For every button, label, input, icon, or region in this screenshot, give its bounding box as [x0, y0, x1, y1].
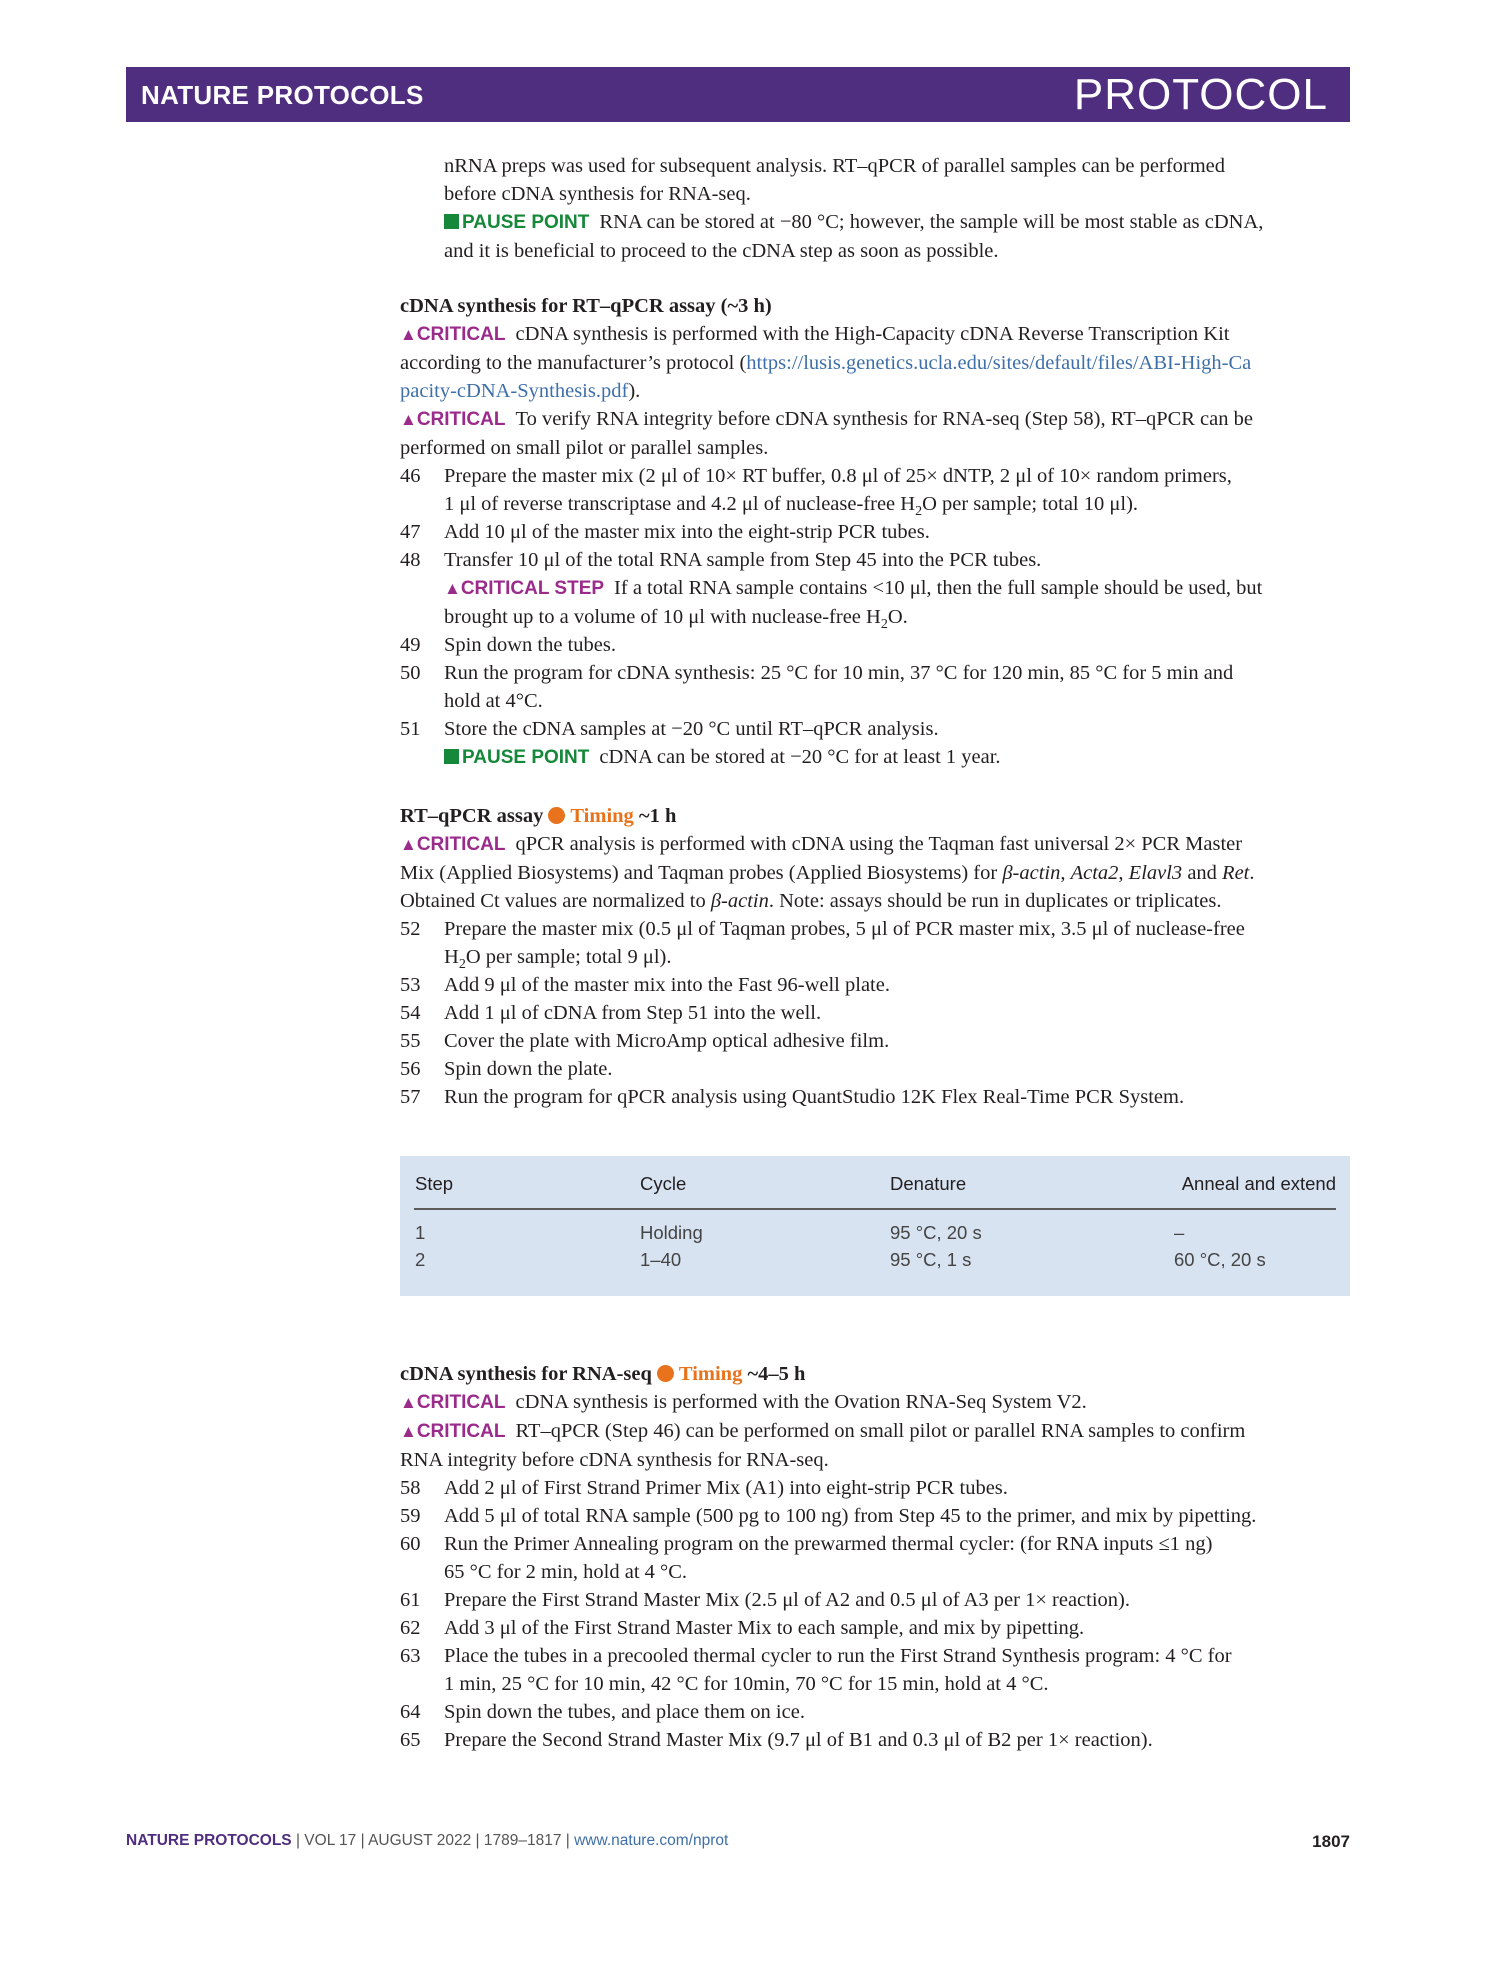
protocol-step	[400, 1698, 1350, 1726]
step-number: 61	[400, 1589, 421, 1611]
table-header: Denature	[890, 1173, 967, 1194]
step-text: H	[444, 946, 459, 968]
step-number: 47	[400, 521, 421, 543]
table-cell: 95 °C, 20 s	[890, 1222, 982, 1243]
step-text: Prepare the First Strand Master Mix (2.5 μl of A2 and 0.5 μl of A3 per 1× reaction).	[444, 1589, 1130, 1611]
intro-line: nRNA preps was used for subsequent analysis. RT–qPCR of parallel samples can be performed	[444, 155, 1226, 177]
article-type: PROTOCOL	[1073, 70, 1328, 119]
triangle-icon: ▲	[444, 579, 461, 598]
gene-name: β-actin	[1002, 862, 1061, 884]
step-text: Transfer 10 μl of the total RNA sample from Step 45 into the PCR tubes. ▲CRITICAL STEP If a total RNA sample contains <10 μl, then the full sample should be used, but brought up to a volume of 10 μl with nuclease-free $H_2O$.	[444, 549, 1263, 633]
critical-label: CRITICAL	[416, 324, 506, 345]
pause-text: cDNA can be stored at −20 °C for at least 1 year.	[599, 746, 1001, 768]
protocol-step	[400, 1586, 1350, 1614]
protocol-step	[400, 631, 1350, 659]
timing-label: Timing	[678, 1363, 743, 1385]
protocol-step	[400, 462, 1350, 518]
step-text: hold at 4°C.	[444, 690, 543, 712]
step-number: 64	[400, 1701, 421, 1723]
table-cell: 95 °C, 1 s	[890, 1249, 972, 1270]
triangle-icon: ▲	[400, 325, 417, 344]
step-text: Run the program for qPCR analysis using QuantStudio 12K Flex Real-Time PCR System.	[444, 1086, 1185, 1108]
protocol-step	[400, 971, 1350, 999]
journal-banner	[126, 67, 1350, 122]
step-number: 46	[400, 465, 421, 487]
pcr-program-table	[400, 1156, 1350, 1296]
critical-text: . Note: assays should be run in duplicates or triplicates.	[768, 890, 1222, 912]
critical-note	[400, 1417, 1350, 1446]
section-title-text: cDNA synthesis for RNA-seq	[400, 1363, 652, 1385]
protocol-step	[400, 1055, 1350, 1083]
table-header: Step	[415, 1173, 454, 1194]
protocol-step	[400, 1614, 1350, 1642]
critical-text: ).	[628, 380, 641, 402]
step-number: 63	[400, 1645, 421, 1667]
protocol-step	[400, 1726, 1350, 1754]
gene-name: Elavl3	[1128, 862, 1183, 884]
step-text	[444, 1530, 1350, 1586]
protocol-step	[400, 1027, 1350, 1055]
critical-text: To verify RNA integrity before cDNA synthesis for RNA-seq (Step 58), RT–qPCR can be	[515, 408, 1253, 430]
footer-journal: NATURE PROTOCOLS	[126, 1832, 292, 1849]
protocol-step	[400, 518, 1350, 546]
critical-label: CRITICAL	[416, 1421, 506, 1442]
protocol-step	[400, 999, 1350, 1027]
protocol-step	[400, 715, 1350, 772]
table-header: Anneal and extend	[1181, 1173, 1336, 1194]
step-text: Add 5 μl of total RNA sample (500 pg to 100 ng) from Step 45 to the primer, and mix by pipetting.	[444, 1505, 1257, 1527]
section-title	[400, 1360, 1350, 1388]
step-text: Run the program for cDNA synthesis: 25 °C for 10 min, 37 °C for 120 min, 85 °C for 5 min and	[444, 662, 1234, 684]
intro-block	[400, 152, 1350, 265]
pause-label: PAUSE POINT	[462, 747, 590, 768]
critical-step-label: CRITICAL STEP	[460, 578, 605, 599]
gene-name: Ret	[1222, 862, 1250, 884]
step-number: 52	[400, 918, 421, 940]
step-text: Place the tubes in a precooled thermal cycler to run the First Strand Synthesis program: 4 °C for	[444, 1645, 1232, 1667]
step-number: 62	[400, 1617, 421, 1639]
footer-separator: |	[475, 1832, 480, 1849]
protocol-step	[400, 1530, 1350, 1586]
manual-link[interactable]: pacity-cDNA-Synthesis.pdf	[400, 380, 629, 402]
step-number: 50	[400, 662, 421, 684]
critical-text: according to the manufacturer’s protocol (	[400, 352, 747, 374]
critical-text: cDNA synthesis is performed with the Ovation RNA-Seq System V2.	[515, 1391, 1087, 1413]
critical-text: brought up to a volume of 10 μl with nuclease-free H	[444, 606, 881, 628]
step-text: 1 μl of reverse transcriptase and 4.2 μl of nuclease-free H	[444, 493, 916, 515]
critical-label: CRITICAL	[416, 1392, 506, 1413]
protocol-step	[400, 659, 1350, 715]
protocol-step	[400, 546, 1350, 631]
step-text	[444, 715, 1350, 772]
triangle-icon: ▲	[400, 1422, 417, 1441]
critical-note	[400, 405, 1350, 434]
timing-value: ~1 h	[638, 805, 677, 827]
separator: .	[1249, 862, 1255, 884]
dot-icon	[548, 807, 565, 824]
step-number: 51	[400, 718, 421, 740]
step-text: Add 10 μl of the master mix into the eight-strip PCR tubes.	[444, 521, 930, 543]
pause-point	[400, 208, 1350, 237]
critical-text: Mix (Applied Biosystems) and Taqman probes (Applied Biosystems) for	[400, 862, 1003, 884]
step-text: Add 1 μl of cDNA from Step 51 into the well.	[444, 1002, 822, 1024]
separator: ,	[1060, 862, 1071, 884]
intro-line: before cDNA synthesis for RNA-seq.	[444, 183, 751, 205]
step-number: 57	[400, 1086, 421, 1108]
step-number: 55	[400, 1030, 421, 1052]
step-number: 48	[400, 549, 421, 571]
table-cell: Holding	[640, 1222, 703, 1243]
step-number: 54	[400, 1002, 421, 1024]
section-title-text: RT–qPCR assay	[400, 805, 544, 827]
table-cell: 2	[415, 1249, 426, 1270]
step-text: Prepare the master mix (2 μl of 10× RT buffer, 0.8 μl of 25× dNTP, 2 μl of 10× random primers, 1 μl of reverse transcriptase and 4.2 μl of nuclease-free $H_2O$ per sample; total 10 μl).	[444, 465, 1232, 520]
critical-label: CRITICAL	[416, 409, 506, 430]
square-icon	[444, 214, 459, 229]
critical-note	[400, 1388, 1350, 1417]
critical-text: Obtained Ct values are normalized to	[400, 890, 711, 912]
section-title	[400, 802, 1350, 830]
section-cdna-rnaseq	[400, 1360, 1350, 1754]
step-text: Add 9 μl of the master mix into the Fast 96-well plate.	[444, 974, 890, 996]
critical-text	[400, 377, 1350, 405]
separator: and	[1182, 862, 1223, 884]
footer-volume: VOL 17	[304, 1832, 357, 1849]
table-cell: 1–40	[640, 1249, 682, 1270]
footer-separator: |	[295, 1832, 300, 1849]
step-text: Add 3 μl of the First Strand Master Mix to each sample, and mix by pipetting.	[444, 1617, 1085, 1639]
protocol-step	[400, 1642, 1350, 1698]
step-text: Store the cDNA samples at −20 °C until RT–qPCR analysis.	[444, 718, 939, 740]
critical-text: O.	[887, 606, 908, 628]
step-number: 60	[400, 1533, 421, 1555]
critical-text: cDNA synthesis is performed with the High-Capacity cDNA Reverse Transcription Kit	[515, 323, 1230, 345]
step-text: Prepare the master mix (0.5 μl of Taqman probes, 5 μl of PCR master mix, 3.5 μl of nuclease-free $H_2O$ per sample; total 9 μl).	[444, 918, 1245, 973]
triangle-icon: ▲	[400, 1393, 417, 1412]
timing-value: ~4–5 h	[747, 1363, 806, 1385]
gene-name: Acta2	[1070, 862, 1119, 884]
table-cell: –	[1174, 1222, 1185, 1243]
square-icon	[444, 749, 459, 764]
step-text: Add 2 μl of First Strand Primer Mix (A1) into eight-strip PCR tubes.	[444, 1477, 1008, 1499]
footer-url[interactable]: www.nature.com/nprot	[574, 1832, 729, 1849]
table-cell: 60 °C, 20 s	[1174, 1249, 1266, 1270]
step-text: Prepare the master mix (2 μl of 10× RT buffer, 0.8 μl of 25× dNTP, 2 μl of 10× random primers,	[444, 465, 1232, 487]
critical-text: performed on small pilot or parallel samples.	[400, 437, 769, 459]
pause-label: PAUSE POINT	[462, 212, 590, 233]
manual-link[interactable]: https://lusis.genetics.ucla.edu/sites/default/files/ABI-High-Ca	[746, 352, 1252, 374]
step-number: 53	[400, 974, 421, 996]
step-text: O per sample; total 9 μl).	[465, 946, 672, 968]
section-title: cDNA synthesis for RT–qPCR assay (~3 h)	[400, 295, 772, 317]
section-rtqpcr-assay	[400, 802, 1350, 1111]
step-text: Prepare the master mix (0.5 μl of Taqman probes, 5 μl of PCR master mix, 3.5 μl of nuclease-free	[444, 918, 1245, 940]
step-text: Cover the plate with MicroAmp optical adhesive film.	[444, 1030, 890, 1052]
step-text: O per sample; total 10 μl).	[922, 493, 1139, 515]
step-number: 58	[400, 1477, 421, 1499]
section-cdna-rtqpcr	[400, 292, 1350, 772]
critical-note	[400, 830, 1350, 859]
page-footer	[126, 1832, 1350, 1850]
step-text: 1 min, 25 °C for 10 min, 42 °C for 10min, 70 °C for 15 min, hold at 4 °C.	[444, 1673, 1049, 1695]
gene-name: β-actin	[710, 890, 769, 912]
step-text: Spin down the plate.	[444, 1058, 613, 1080]
protocol-step	[400, 1502, 1350, 1530]
critical-text	[400, 349, 1350, 377]
footer-pages: 1789–1817	[483, 1832, 562, 1849]
table-header: Cycle	[640, 1173, 687, 1194]
page-number: 1807	[1312, 1832, 1350, 1851]
step-number: 56	[400, 1058, 421, 1080]
step-number: 65	[400, 1729, 421, 1751]
footer-date: AUGUST 2022	[368, 1832, 472, 1849]
triangle-icon: ▲	[400, 410, 417, 429]
step-text: Spin down the tubes.	[444, 634, 616, 656]
table-cell: 1	[415, 1222, 426, 1243]
step-text: Run the Primer Annealing program on the prewarmed thermal cycler: (for RNA inputs ≤1 ng)	[444, 1533, 1213, 1555]
footer-separator: |	[565, 1832, 570, 1849]
footer-separator: |	[360, 1832, 365, 1849]
protocol-step	[400, 1474, 1350, 1502]
table-rule	[414, 1208, 1336, 1210]
step-number: 59	[400, 1505, 421, 1527]
step-text: Transfer 10 μl of the total RNA sample from Step 45 into the PCR tubes.	[444, 549, 1042, 571]
triangle-icon: ▲	[400, 835, 417, 854]
protocol-step	[400, 915, 1350, 971]
step-text	[444, 1642, 1350, 1698]
critical-text: RNA integrity before cDNA synthesis for RNA-seq.	[400, 1449, 829, 1471]
pause-text: RNA can be stored at −80 °C; however, the sample will be most stable as cDNA,	[599, 211, 1264, 233]
separator: ,	[1118, 862, 1129, 884]
critical-note	[400, 320, 1350, 349]
step-number: 49	[400, 634, 421, 656]
critical-text: qPCR analysis is performed with cDNA using the Taqman fast universal 2× PCR Master	[515, 833, 1243, 855]
step-text: Prepare the Second Strand Master Mix (9.7 μl of B1 and 0.3 μl of B2 per 1× reaction).	[444, 1729, 1153, 1751]
dot-icon	[657, 1365, 674, 1382]
step-text: 65 °C for 2 min, hold at 4 °C.	[444, 1561, 688, 1583]
timing-label: Timing	[570, 805, 634, 827]
critical-label: CRITICAL	[416, 834, 506, 855]
step-text	[444, 659, 1350, 715]
critical-text	[400, 887, 1350, 915]
critical-text	[400, 859, 1350, 887]
journal-name: NATURE PROTOCOLS	[141, 80, 424, 110]
critical-text: RT–qPCR (Step 46) can be performed on small pilot or parallel RNA samples to confirm	[515, 1420, 1246, 1442]
step-text: Spin down the tubes, and place them on ice.	[444, 1701, 805, 1723]
pause-text: and it is beneficial to proceed to the cDNA step as soon as possible.	[444, 240, 999, 262]
protocol-step	[400, 1083, 1350, 1111]
critical-text: If a total RNA sample contains <10 μl, then the full sample should be used, but	[614, 577, 1263, 599]
